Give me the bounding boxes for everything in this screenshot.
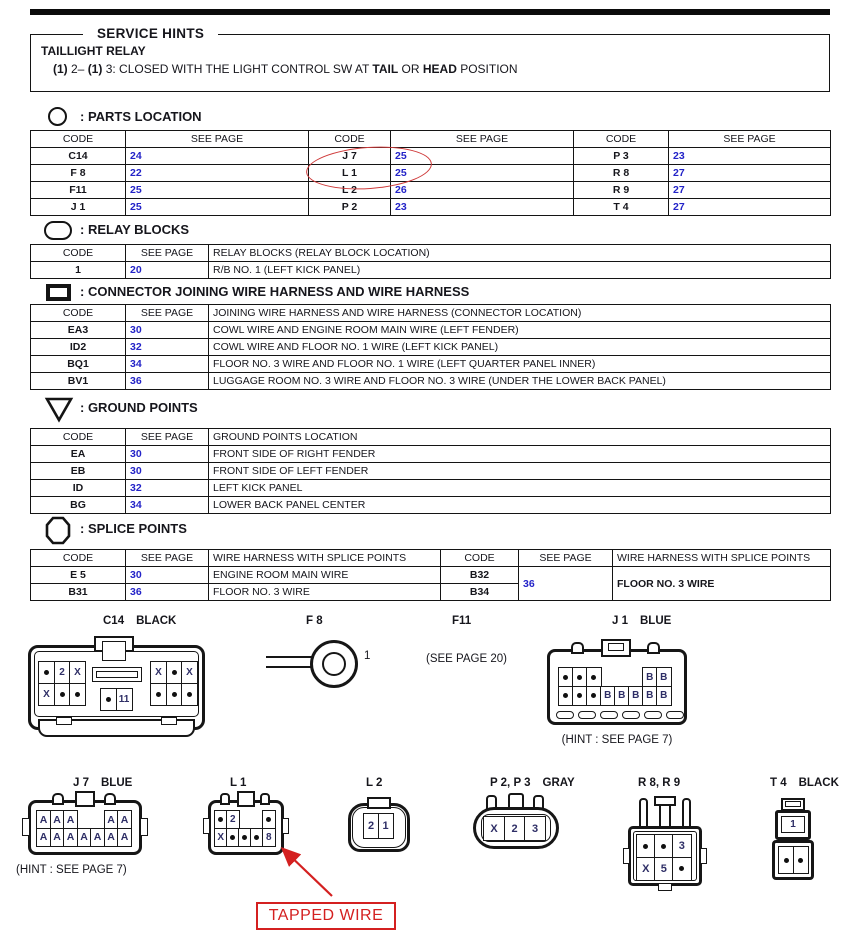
pin-cell: X: [181, 661, 198, 684]
col-header: RELAY BLOCKS (RELAY BLOCK LOCATION): [209, 245, 831, 262]
pin-cell: B: [656, 686, 672, 706]
pin-row: [38, 661, 86, 684]
table-row: [31, 497, 831, 514]
pin-grid: [558, 667, 672, 706]
pin-cell: X: [214, 828, 228, 847]
part-code: R 8: [574, 165, 669, 182]
connector-j1-hint: (HINT : SEE PAGE 7): [561, 734, 673, 746]
see-page: 25: [126, 182, 309, 199]
ring-terminal-inner: [322, 652, 346, 676]
see-page: 25: [391, 165, 574, 182]
connector-ear: [282, 818, 289, 834]
hint-segment: 3: CLOSED WITH THE LIGHT CONTROL SW AT: [102, 62, 373, 76]
pin-row: [36, 828, 132, 847]
joining-connectors-table: [30, 304, 831, 390]
connector-slot: [578, 711, 596, 719]
connector-ear: [700, 848, 707, 864]
connector-j7-diagram: [28, 798, 142, 857]
connector-tab: [56, 717, 72, 725]
pin-cell: A: [117, 828, 132, 847]
pin-cell: A: [90, 828, 105, 847]
connector-latch: [367, 797, 391, 809]
connector-code: L 1: [230, 777, 247, 789]
pin-cell: 1: [781, 816, 805, 833]
pin-row: [781, 816, 805, 833]
connector-l2-label: [366, 777, 382, 789]
connector-color: GRAY: [542, 777, 575, 789]
connector-prong: [682, 798, 691, 828]
connector-tab: [658, 883, 672, 891]
connector-p2-p3-label: [490, 777, 575, 789]
pin-cell: [166, 683, 183, 706]
pin-grid: [150, 661, 198, 706]
connector-ear: [623, 848, 630, 864]
pin-cell: 1: [378, 813, 394, 839]
connector-t4-diagram: [772, 798, 814, 882]
section-title-relay: : RELAY BLOCKS: [80, 222, 190, 237]
see-page: 34: [126, 356, 209, 373]
pin-row: [363, 813, 394, 839]
pin-row: [636, 857, 692, 881]
part-code: T 4: [574, 199, 669, 216]
connector-tab: [161, 717, 177, 725]
col-header: SEE PAGE: [126, 429, 209, 446]
pin-cell: 2: [226, 810, 240, 829]
table-row: [31, 356, 831, 373]
splice-code: B34: [441, 584, 519, 601]
see-page: 30: [126, 463, 209, 480]
connector-color: BLUE: [640, 615, 672, 627]
connector-location: LUGGAGE ROOM NO. 3 WIRE AND FLOOR NO. 3 WIRE (UNDER THE LOWER BACK PANEL): [209, 373, 831, 390]
pin-row: [483, 816, 546, 841]
pin-cell: A: [36, 810, 51, 829]
pin-cell: [54, 683, 71, 706]
col-header: WIRE HARNESS WITH SPLICE POINTS: [209, 550, 441, 567]
connector-slot: [666, 711, 684, 719]
connector-location: FLOOR NO. 3 WIRE AND FLOOR NO. 1 WIRE (LEFT QUARTER PANEL INNER): [209, 356, 831, 373]
see-page: 24: [126, 148, 309, 165]
pin-row: [558, 686, 672, 706]
pin-cell: 2: [54, 661, 71, 684]
relay-name: TAILLIGHT RELAY: [41, 44, 146, 58]
splice-harness: ENGINE ROOM MAIN WIRE: [209, 567, 441, 584]
table-row: [31, 182, 831, 199]
table-row: [31, 463, 831, 480]
see-page: 23: [391, 199, 574, 216]
pin-grid: [36, 810, 132, 847]
pin-row: [150, 661, 198, 684]
col-header: SEE PAGE: [391, 131, 574, 148]
ground-code: BG: [31, 497, 126, 514]
connector-ear: [22, 818, 30, 836]
tapped-wire-arrow: [262, 838, 352, 906]
connector-hook: [260, 793, 270, 805]
ground-code: EA: [31, 446, 126, 463]
pin-row: [778, 846, 809, 874]
col-header: SEE PAGE: [126, 550, 209, 567]
see-page: 27: [669, 165, 831, 182]
connector-r8-r9-label: [638, 777, 680, 789]
wire-lines: [266, 656, 316, 668]
connector-ear: [203, 818, 210, 834]
col-header: SEE PAGE: [519, 550, 613, 567]
pin-cell: A: [77, 828, 92, 847]
pin-cell: [38, 661, 55, 684]
connector-f11-note: (SEE PAGE 20): [426, 653, 507, 665]
pin-row: [36, 810, 132, 829]
part-code: R 9: [574, 182, 669, 199]
connector-code: R 8, R 9: [638, 777, 681, 789]
connector-f11-label: [452, 615, 471, 627]
table-row: [31, 339, 831, 356]
section-title-parts: : PARTS LOCATION: [80, 109, 202, 124]
part-code: F11: [31, 182, 126, 199]
connector-latch-inner: [785, 801, 801, 807]
table-row: [31, 262, 831, 279]
ground-location: LEFT KICK PANEL: [209, 480, 831, 497]
pin-cell: A: [50, 810, 65, 829]
splice-points-table: [30, 549, 831, 601]
pin-cell: X: [636, 857, 656, 881]
see-page: 36: [126, 584, 209, 601]
connector-location: COWL WIRE AND ENGINE ROOM MAIN WIRE (LEFT FENDER): [209, 322, 831, 339]
pin-cell: A: [63, 828, 78, 847]
relay-code: 1: [31, 262, 126, 279]
part-code: C14: [31, 148, 126, 165]
pin-cell: A: [36, 828, 51, 847]
connector-hook: [571, 642, 584, 654]
part-code: J 1: [31, 199, 126, 216]
part-code: L 2: [309, 182, 391, 199]
connector-t4-label: [770, 777, 839, 789]
pin-row: [558, 667, 672, 687]
table-row: [31, 480, 831, 497]
pin-grid: [363, 813, 394, 839]
pin-cell: [793, 846, 809, 874]
tapped-wire-label: TAPPED WIRE: [256, 902, 396, 930]
table-row: [31, 567, 831, 584]
connector-slot: [600, 711, 618, 719]
splice-code: E 5: [31, 567, 126, 584]
ground-points-icon: [44, 397, 74, 423]
splice-code: B31: [31, 584, 126, 601]
hint-segment: POSITION: [456, 62, 518, 76]
see-page: 23: [669, 148, 831, 165]
pin-cell: 5: [654, 857, 674, 881]
see-page: 26: [391, 182, 574, 199]
pin-cell: [69, 683, 86, 706]
pin-grid: [483, 816, 546, 841]
pin-grid: [636, 834, 692, 881]
connector-code: C14: [103, 615, 125, 627]
connector-hook: [104, 793, 116, 805]
col-header: SEE PAGE: [126, 245, 209, 262]
pin-cell: A: [104, 810, 119, 829]
pin-cell: [181, 683, 198, 706]
pin-cell: 11: [116, 688, 133, 711]
connector-code: BQ1: [31, 356, 126, 373]
connector-prong: [639, 798, 648, 828]
pin-cell: B: [600, 686, 616, 706]
connector-hook: [52, 793, 64, 805]
col-header: CODE: [31, 131, 126, 148]
see-page: 30: [126, 567, 209, 584]
col-header: JOINING WIRE HARNESS AND WIRE HARNESS (CONNECTOR LOCATION): [209, 305, 831, 322]
terminal-pin-number: 1: [364, 650, 371, 662]
pin-row: [38, 683, 86, 706]
see-page: 32: [126, 480, 209, 497]
hint-segment: 2–: [67, 62, 88, 76]
ground-location: FRONT SIDE OF LEFT FENDER: [209, 463, 831, 480]
see-page: 30: [126, 322, 209, 339]
table-row: [31, 446, 831, 463]
pin-row: [150, 683, 198, 706]
pin-cell: [262, 810, 276, 829]
pin-cell: [654, 834, 674, 858]
pin-grid: [100, 688, 133, 711]
see-page: 36: [519, 567, 613, 601]
connector-l2-diagram: [348, 799, 410, 852]
pin-cell: A: [50, 828, 65, 847]
connector-code: ID2: [31, 339, 126, 356]
see-page: 25: [126, 199, 309, 216]
part-code: L 1: [309, 165, 391, 182]
ground-points-table: [30, 428, 831, 514]
col-header: CODE: [31, 305, 126, 322]
service-hints-box: [30, 26, 830, 92]
connector-f8-diagram: [264, 636, 374, 696]
pin-cell: B: [656, 667, 672, 687]
connector-slot: [644, 711, 662, 719]
pin-cell: X: [150, 661, 167, 684]
connector-code: P 2, P 3: [490, 777, 531, 789]
hint-segment: (1): [87, 62, 103, 76]
pin-cell: [150, 683, 167, 706]
connector-code: L 2: [366, 777, 383, 789]
pin-row: [636, 834, 692, 858]
pin-grid: [778, 846, 809, 874]
col-header: CODE: [309, 131, 391, 148]
relay-location: R/B NO. 1 (LEFT KICK PANEL): [209, 262, 831, 279]
col-header: SEE PAGE: [126, 305, 209, 322]
ground-code: ID: [31, 480, 126, 497]
pin-cell: 3: [672, 834, 692, 858]
pin-cell: [100, 688, 117, 711]
pin-cell: 3: [524, 816, 546, 841]
pin-cell: A: [117, 810, 132, 829]
pin-cell: X: [483, 816, 505, 841]
connector-location: COWL WIRE AND FLOOR NO. 1 WIRE (LEFT KICK PANEL): [209, 339, 831, 356]
col-header: SEE PAGE: [669, 131, 831, 148]
connector-code: F11: [452, 615, 472, 627]
relay-blocks-table: [30, 244, 831, 279]
pin-cell: [166, 661, 183, 684]
connector-j1-diagram: [547, 645, 687, 729]
connector-slot: [622, 711, 640, 719]
connector-j1-label: [612, 615, 671, 627]
part-code: F 8: [31, 165, 126, 182]
col-header: CODE: [441, 550, 519, 567]
col-header: CODE: [574, 131, 669, 148]
pin-row: [214, 810, 276, 829]
connector-f8-label: [306, 615, 323, 627]
see-page: 20: [126, 262, 209, 279]
ground-location: FRONT SIDE OF RIGHT FENDER: [209, 446, 831, 463]
pin-cell: [672, 857, 692, 881]
pin-cell: A: [104, 828, 119, 847]
table-row: [31, 199, 831, 216]
pin-grid: [38, 661, 86, 706]
ground-code: EB: [31, 463, 126, 480]
col-header: WIRE HARNESS WITH SPLICE POINTS: [613, 550, 831, 567]
see-page: 27: [669, 199, 831, 216]
pin-cell: B: [614, 686, 630, 706]
pin-cell: X: [38, 683, 55, 706]
connector-hook: [220, 793, 230, 805]
connector-r8-r9-diagram: [628, 796, 702, 896]
connector-code: J 7: [73, 777, 89, 789]
connector-slot-bar-inner: [96, 671, 138, 678]
see-page: 32: [126, 339, 209, 356]
col-header: CODE: [31, 429, 126, 446]
connector-color: BLACK: [136, 615, 177, 627]
col-header: SEE PAGE: [126, 131, 309, 148]
part-code: J 7: [309, 148, 391, 165]
see-page: 36: [126, 373, 209, 390]
connector-l1-label: [230, 777, 246, 789]
parts-location-icon: [48, 107, 67, 126]
connector-c14-diagram: [28, 645, 205, 742]
pin-cell: B: [642, 686, 658, 706]
splice-points-icon: [44, 516, 72, 546]
pin-row: [100, 688, 133, 711]
connector-code: F 8: [306, 615, 323, 627]
pin-grid: [781, 816, 805, 833]
pin-cell: X: [69, 661, 86, 684]
parts-location-table: [30, 130, 831, 216]
connector-slots: [556, 711, 684, 719]
connector-latch: [75, 791, 95, 807]
see-page: 30: [126, 446, 209, 463]
section-title-joining: : CONNECTOR JOINING WIRE HARNESS AND WIRE HARNESS: [80, 284, 470, 299]
connector-latch: [102, 641, 126, 661]
see-page: 34: [126, 497, 209, 514]
connector-latch: [237, 791, 255, 807]
service-hint-line: [53, 62, 518, 76]
connector-j7-hint: (HINT : SEE PAGE 7): [16, 864, 127, 876]
connector-j7-label: [73, 777, 132, 789]
connector-slot: [556, 711, 574, 719]
connector-code: J 1: [612, 615, 628, 627]
connector-joining-icon: [46, 284, 71, 301]
connector-p2-p3-diagram: [473, 793, 559, 850]
section-title-ground: : GROUND POINTS: [80, 400, 198, 415]
service-hints-title: SERVICE HINTS: [83, 26, 218, 41]
col-header: CODE: [31, 245, 126, 262]
table-row: [31, 373, 831, 390]
connector-color: BLACK: [798, 777, 839, 789]
connector-c14-label: [103, 615, 176, 627]
pin-cell: 8: [262, 828, 276, 847]
connector-ear: [140, 818, 148, 836]
col-header: CODE: [31, 550, 126, 567]
pin-cell: [636, 834, 656, 858]
ground-location: LOWER BACK PANEL CENTER: [209, 497, 831, 514]
part-code: P 3: [574, 148, 669, 165]
connector-hook: [647, 642, 660, 654]
pin-cell: B: [642, 667, 658, 687]
connector-code: T 4: [770, 777, 787, 789]
hint-segment: (1): [53, 62, 68, 76]
hint-segment: HEAD: [422, 62, 457, 76]
pin-cell: 2: [504, 816, 526, 841]
connector-code: BV1: [31, 373, 126, 390]
see-page: 22: [126, 165, 309, 182]
connector-color: BLUE: [101, 777, 133, 789]
splice-harness: FLOOR NO. 3 WIRE: [209, 584, 441, 601]
page-top-rule: [30, 9, 830, 15]
table-row: [31, 322, 831, 339]
splice-harness: FLOOR NO. 3 WIRE: [613, 567, 831, 601]
hint-segment: TAIL: [372, 62, 399, 76]
connector-latch-inner: [608, 643, 624, 651]
connector-code: EA3: [31, 322, 126, 339]
col-header: GROUND POINTS LOCATION: [209, 429, 831, 446]
pin-cell: B: [628, 686, 644, 706]
part-code: P 2: [309, 199, 391, 216]
pin-cell: A: [63, 810, 78, 829]
relay-blocks-icon: [44, 221, 72, 240]
splice-code: B32: [441, 567, 519, 584]
hint-segment: OR: [398, 62, 423, 76]
section-title-splice: : SPLICE POINTS: [80, 521, 187, 536]
see-page: 25: [391, 148, 574, 165]
pin-cell: 2: [363, 813, 379, 839]
see-page: 27: [669, 182, 831, 199]
